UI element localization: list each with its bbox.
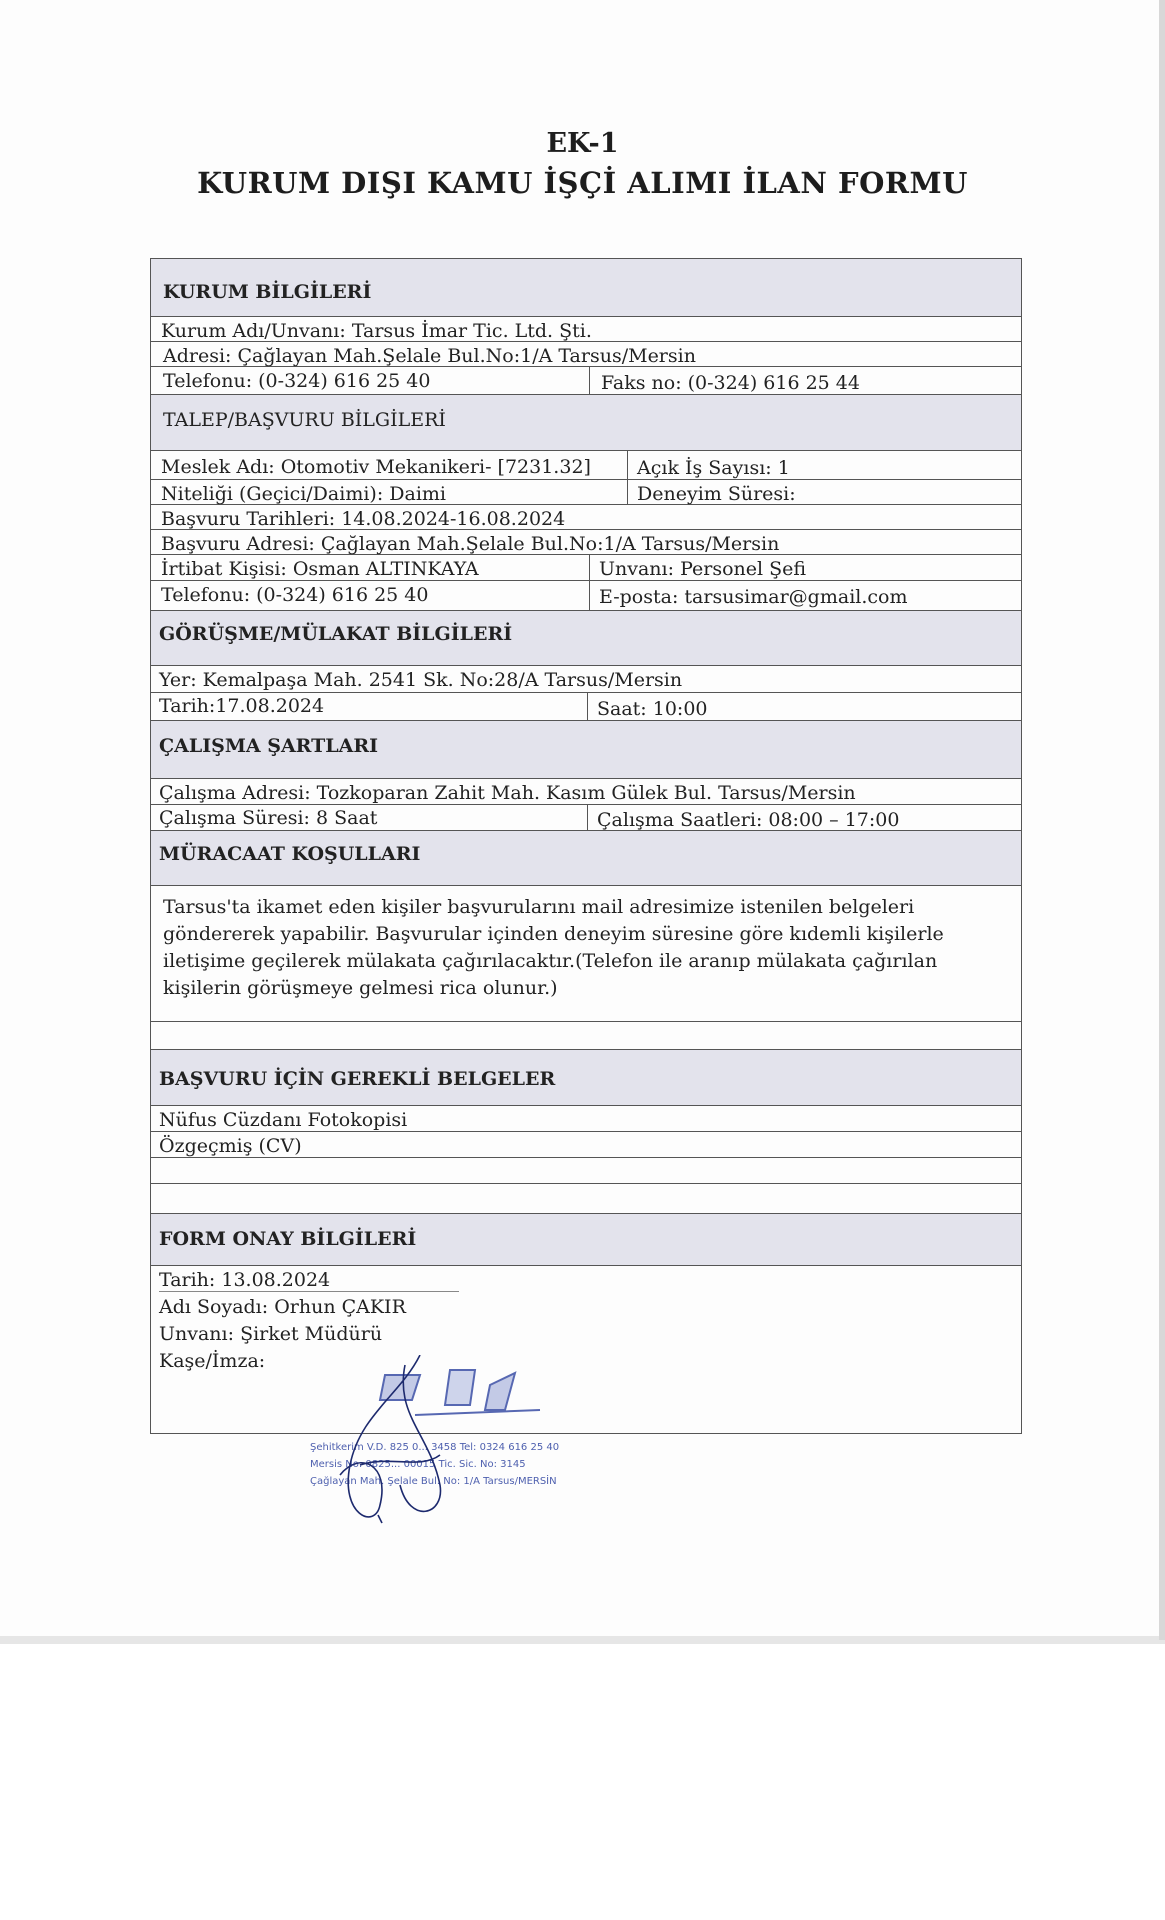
talep-nitelik-row bbox=[151, 480, 1021, 505]
onay-adi: Adı Soyadı: Orhun ÇAKIR bbox=[159, 1296, 406, 1318]
kurum-telefon-row bbox=[151, 367, 1021, 395]
talep-meslek: Meslek Adı: Otomotiv Mekanikeri- [7231.32] bbox=[161, 456, 591, 478]
company-stamp-and-signature bbox=[300, 1355, 630, 1545]
talep-meslek-row bbox=[151, 451, 1021, 480]
belge-row bbox=[151, 1106, 1021, 1132]
section-talep-header: TALEP/BAŞVURU BİLGİLERİ bbox=[151, 395, 1021, 451]
kurum-telefon: Telefonu: (0-324) 616 25 40 bbox=[163, 370, 431, 392]
kurum-adi-row bbox=[151, 317, 1021, 342]
muracaat-line: Tarsus'ta ikamet eden kişiler başvurularını mail adresimize istenilen belgeleri bbox=[163, 896, 915, 918]
scan-edge bbox=[0, 1636, 1165, 1644]
calisma-adres-row bbox=[151, 779, 1021, 805]
muracaat-text bbox=[151, 886, 1021, 1022]
calisma-sure-row bbox=[151, 805, 1021, 831]
talep-deneyim: Deneyim Süresi: bbox=[637, 483, 796, 505]
stamp-line-3: Çağlayan Mah. Şelale Bul. No: 1/A Tarsus/MERSİN bbox=[310, 1476, 557, 1487]
talep-telefon-row bbox=[151, 581, 1021, 611]
talep-acik-is: Açık İş Sayısı: 1 bbox=[637, 457, 790, 479]
talep-telefon: Telefonu: (0-324) 616 25 40 bbox=[161, 584, 429, 606]
empty-row bbox=[151, 1184, 1021, 1214]
gorusme-tarih: Tarih:17.08.2024 bbox=[159, 695, 325, 717]
form-title: KURUM DIŞI KAMU İŞÇİ ALIMI İLAN FORMU bbox=[197, 166, 968, 200]
section-muracaat-header: MÜRACAAT KOŞULLARI bbox=[151, 831, 1021, 886]
belge-item: Özgeçmiş (CV) bbox=[159, 1135, 302, 1157]
belge-item: Nüfus Cüzdanı Fotokopisi bbox=[159, 1109, 408, 1131]
onay-tarih: Tarih: 13.08.2024 bbox=[159, 1269, 459, 1292]
section-kurum-header: KURUM BİLGİLERİ bbox=[151, 259, 1021, 317]
stamp-line-1: Şehitkerim V.D. 825 0... 3458 Tel: 0324 616 25 40 bbox=[310, 1442, 560, 1453]
empty-row bbox=[151, 1158, 1021, 1184]
section-onay-header: FORM ONAY BİLGİLERİ bbox=[151, 1214, 1021, 1266]
muracaat-line: göndererek yapabilir. Başvurular içinden deneyim süresine göre kıdemli kişilerle bbox=[163, 923, 944, 945]
section-belgeler-header: BAŞVURU İÇİN GEREKLİ BELGELER bbox=[151, 1050, 1021, 1106]
talep-unvan: Unvanı: Personel Şefi bbox=[599, 558, 807, 580]
talep-nitelik: Niteliği (Geçici/Daimi): Daimi bbox=[161, 483, 446, 505]
talep-irtibat: İrtibat Kişisi: Osman ALTINKAYA bbox=[161, 558, 479, 580]
kurum-adi: Kurum Adı/Unvanı: Tarsus İmar Tic. Ltd. Şti. bbox=[161, 320, 592, 342]
calisma-saatler: Çalışma Saatleri: 08:00 – 17:00 bbox=[597, 809, 900, 831]
talep-tarihler: Başvuru Tarihleri: 14.08.2024-16.08.2024 bbox=[161, 508, 566, 530]
onay-unvan: Unvanı: Şirket Müdürü bbox=[159, 1323, 383, 1345]
gorusme-yer-row bbox=[151, 666, 1021, 693]
talep-adres-row bbox=[151, 530, 1021, 555]
section-calisma-header: ÇALIŞMA ŞARTLARI bbox=[151, 721, 1021, 779]
onay-kase: Kaşe/İmza: bbox=[159, 1350, 266, 1372]
talep-eposta: E-posta: tarsusimar@gmail.com bbox=[599, 586, 908, 608]
annex-label: EK-1 bbox=[546, 128, 619, 159]
muracaat-line: kişilerin görüşmeye gelmesi rica olunur.) bbox=[163, 977, 558, 999]
form-table bbox=[150, 258, 1022, 1434]
stamp-line-2: Mersis No: 0825... 00015 Tic. Sic. No: 3145 bbox=[310, 1459, 526, 1470]
muracaat-line: iletişime geçilerek mülakata çağırılacaktır.(Telefon ile aranıp mülakata çağırılan bbox=[163, 950, 938, 972]
gorusme-yer: Yer: Kemalpaşa Mah. 2541 Sk. No:28/A Tarsus/Mersin bbox=[159, 669, 683, 691]
scan-right-edge bbox=[1159, 0, 1165, 1640]
calisma-adres: Çalışma Adresi: Tozkoparan Zahit Mah. Kasım Gülek Bul. Tarsus/Mersin bbox=[159, 782, 856, 804]
section-gorusme-header: GÖRÜŞME/MÜLAKAT BİLGİLERİ bbox=[151, 611, 1021, 666]
talep-basvuru-adresi: Başvuru Adresi: Çağlayan Mah.Şelale Bul.No:1/A Tarsus/Mersin bbox=[161, 533, 780, 555]
belge-row bbox=[151, 1132, 1021, 1158]
kurum-adres-row bbox=[151, 342, 1021, 367]
talep-irtibat-row bbox=[151, 555, 1021, 581]
kurum-adres: Adresi: Çağlayan Mah.Şelale Bul.No:1/A Tarsus/Mersin bbox=[163, 345, 696, 367]
empty-row bbox=[151, 1022, 1021, 1050]
calisma-sure: Çalışma Süresi: 8 Saat bbox=[159, 807, 378, 829]
gorusme-tarih-row bbox=[151, 693, 1021, 721]
gorusme-saat: Saat: 10:00 bbox=[597, 698, 708, 720]
talep-tarihler-row bbox=[151, 505, 1021, 530]
kurum-faks: Faks no: (0-324) 616 25 44 bbox=[601, 372, 860, 394]
